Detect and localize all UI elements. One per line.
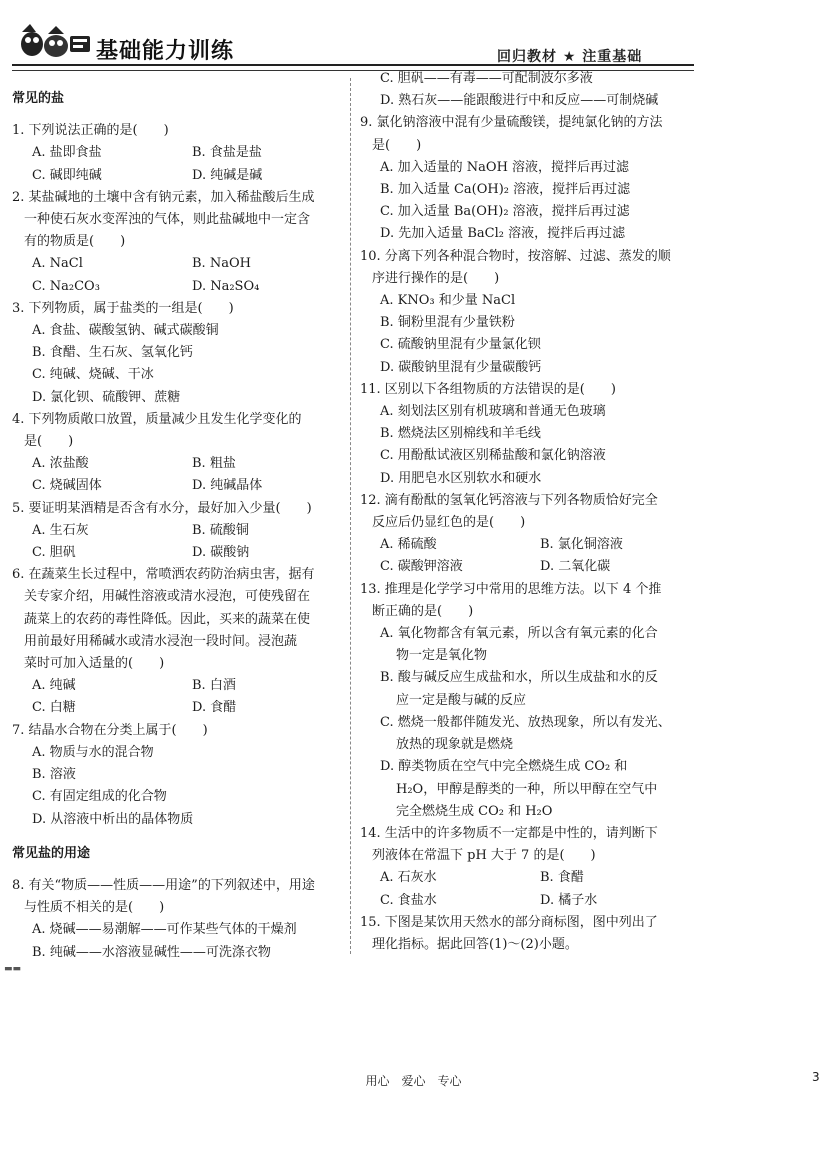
option-d: D. 碳酸钠 <box>192 545 250 561</box>
question-stem: 2. 某盐碱地的土壤中含有钠元素，加入稀盐酸后生成 <box>12 189 315 205</box>
question-15 <box>360 912 694 956</box>
option-c: C. 碳酸钾溶液 <box>380 559 463 575</box>
option-c: C. 硫酸钠里混有少量氯化钡 <box>380 337 541 353</box>
question-stem-cont: 一种使石灰水变浑浊的气体，则此盐碱地中一定含 <box>24 212 311 228</box>
option-b: B. 硫酸铜 <box>192 522 249 538</box>
question-4 <box>12 409 340 498</box>
option-c: C. 胆矾——有毒——可配制波尔多液 <box>380 71 593 86</box>
question-10 <box>360 246 694 379</box>
option-c: C. 白糖 <box>32 700 76 716</box>
option-b: B. 酸与碱反应生成盐和水，所以生成盐和水的反 <box>380 670 658 686</box>
option-c: C. 烧碱固体 <box>32 478 102 494</box>
question-7 <box>12 720 340 831</box>
option-d: D. 食醋 <box>192 700 237 716</box>
question-stem: 4. 下列物质敞口放置，质量减少且发生化学变化的 <box>12 411 302 427</box>
question-stem: 11. 区别以下各组物质的方法错误的是( ) <box>360 381 616 397</box>
question-stem-cont: 是( ) <box>24 434 74 450</box>
header-brand-title: 基础能力训练 <box>96 39 235 64</box>
column-divider <box>350 78 351 954</box>
option-a: A. 烧碱——易潮解——可作某些气体的干燥剂 <box>32 922 297 938</box>
option-b: B. NaOH <box>192 256 251 272</box>
section-title-salts: 常见的盐 <box>12 91 65 106</box>
option-a: A. 纯碱 <box>32 678 76 694</box>
option-a: A. 加入适量的 NaOH 溶液，搅拌后再过滤 <box>380 159 630 175</box>
question-1 <box>12 120 340 187</box>
option-b: B. 燃烧法区别棉线和羊毛线 <box>380 426 541 442</box>
right-column <box>360 68 694 956</box>
option-a: A. 刻划法区别有机玻璃和普通无色玻璃 <box>380 404 606 420</box>
question-2 <box>12 187 340 298</box>
question-stem-cont: 序进行操作的是( ) <box>372 270 500 286</box>
option-b: B. 白酒 <box>192 678 236 694</box>
question-5 <box>12 498 340 565</box>
option-b: B. 食醋、生石灰、氢氧化钙 <box>32 345 193 361</box>
option-b: B. 溶液 <box>32 767 76 783</box>
option-c: C. 加入适量 Ba(OH)₂ 溶液，搅拌后再过滤 <box>380 204 630 220</box>
question-stem-cont: 用前最好用稀碱水或清水浸泡一段时间。浸泡蔬 <box>24 633 298 649</box>
option-a: A. 物质与水的混合物 <box>32 744 154 760</box>
question-stem-cont: 菜时可加入适量的( ) <box>24 656 165 672</box>
question-stem: 9. 氯化钠溶液中混有少量硫酸镁，提纯氯化钠的方法 <box>360 115 663 131</box>
scan-mark: ▬▬ <box>4 964 22 974</box>
option-d: D. 熟石灰——能跟酸进行中和反应——可制烧碱 <box>380 93 659 109</box>
option-d: D. 醇类物质在空气中完全燃烧生成 CO₂ 和 <box>380 759 628 775</box>
option-c-cont: 放热的现象就是燃烧 <box>396 737 514 753</box>
question-13 <box>360 579 694 823</box>
question-stem: 10. 分离下列各种混合物时，按溶解、过滤、蒸发的顺 <box>360 248 671 264</box>
question-6 <box>12 564 340 719</box>
question-stem-cont: 是( ) <box>372 137 422 153</box>
question-stem: 13. 推理是化学学习中常用的思维方法。以下 4 个推 <box>360 581 662 597</box>
question-stem-cont: 列液体在常温下 pH 大于 7 的是( ) <box>372 848 596 864</box>
option-b: B. 加入适量 Ca(OH)₂ 溶液，搅拌后再过滤 <box>380 182 631 198</box>
option-d: D. 用肥皂水区别软水和硬水 <box>380 470 542 486</box>
left-column <box>12 84 340 964</box>
option-c: C. 食盐水 <box>380 892 437 908</box>
option-d: D. Na₂SO₄ <box>192 278 260 294</box>
question-stem-cont: 与性质不相关的是( ) <box>24 900 165 916</box>
option-c: C. 用酚酞试液区别稀盐酸和氯化钠溶液 <box>380 448 606 464</box>
option-a: A. 生石灰 <box>32 522 89 538</box>
page-header <box>0 18 827 70</box>
option-a: A. 稀硫酸 <box>380 537 437 553</box>
question-stem: 1. 下列说法正确的是( ) <box>12 123 169 139</box>
question-12 <box>360 490 694 579</box>
option-d-cont: H₂O，甲醇是醇类的一种，所以甲醇在空气中 <box>396 781 658 797</box>
question-14 <box>360 823 694 912</box>
option-b-cont: 应一定是酸与碱的反应 <box>396 692 527 708</box>
option-a: A. 石灰水 <box>380 870 437 886</box>
option-c: C. 碱即纯碱 <box>32 167 102 183</box>
option-b: B. 粗盐 <box>192 456 236 472</box>
option-a: A. 食盐、碳酸氢钠、碱式碳酸铜 <box>32 323 219 339</box>
page-number: 3 <box>812 1070 820 1084</box>
question-11 <box>360 379 694 490</box>
question-stem: 8. 有关“物质——性质——用途”的下列叙述中，用途 <box>12 877 315 893</box>
question-stem-cont: 断正确的是( ) <box>372 603 474 619</box>
option-d: D. 先加入适量 BaCl₂ 溶液，搅拌后再过滤 <box>380 226 626 242</box>
header-rule-thick <box>12 64 694 66</box>
footer-motto: 用心 爱心 专心 <box>365 1074 462 1088</box>
option-d: D. 从溶液中析出的晶体物质 <box>32 811 194 827</box>
question-stem-cont: 反应后仍显红色的是( ) <box>372 515 526 531</box>
question-stem-cont: 有的物质是( ) <box>24 234 126 250</box>
question-stem: 7. 结晶水合物在分类上属于( ) <box>12 722 208 738</box>
question-stem: 3. 下列物质，属于盐类的一组是( ) <box>12 300 234 316</box>
option-a: A. 氧化物都含有氧元素，所以含有氧元素的化合 <box>380 626 658 642</box>
option-d: D. 氯化钡、硫酸钾、蔗糖 <box>32 389 181 405</box>
option-b: B. 纯碱——水溶液显碱性——可洗涤衣物 <box>32 944 271 960</box>
option-c: C. 燃烧一般都伴随发光、放热现象，所以有发光、 <box>380 714 671 730</box>
question-stem: 15. 下图是某饮用天然水的部分商标图，图中列出了 <box>360 914 658 930</box>
question-stem: 14. 生活中的许多物质不一定都是中性的，请判断下 <box>360 825 658 841</box>
option-d: D. 二氧化碳 <box>540 559 611 575</box>
question-stem-cont: 理化指标。据此回答(1)～(2)小题。 <box>372 936 578 952</box>
question-stem-cont: 蔬菜上的农药的毒性降低。因此，买来的蔬菜在使 <box>24 611 311 627</box>
header-slogan: 回归教材 ★ 注重基础 <box>497 49 643 65</box>
question-stem-cont: 关专家介绍，用碱性溶液或清水浸泡，可使残留在 <box>24 589 311 605</box>
option-b: B. 食盐是盐 <box>192 145 262 161</box>
section-title-salt-uses: 常见盐的用途 <box>12 845 91 861</box>
option-d-cont: 完全燃烧生成 CO₂ 和 H₂O <box>396 803 553 819</box>
option-b: B. 食醋 <box>540 870 584 886</box>
option-c: C. Na₂CO₃ <box>32 278 100 294</box>
option-a: A. 盐即食盐 <box>32 145 102 161</box>
option-d: D. 碳酸钠里混有少量碳酸钙 <box>380 359 542 375</box>
question-stem: 12. 滴有酚酞的氢氧化钙溶液与下列各物质恰好完全 <box>360 492 658 508</box>
option-b: B. 氯化铜溶液 <box>540 537 623 553</box>
cartoon-logo-icon <box>14 20 94 62</box>
option-d: D. 纯碱是碱 <box>192 167 263 183</box>
question-stem: 5. 要证明某酒精是否含有水分，最好加入少量( ) <box>12 500 312 516</box>
option-d: D. 纯碱晶体 <box>192 478 263 494</box>
option-a: A. KNO₃ 和少量 NaCl <box>380 293 516 309</box>
option-a-cont: 物一定是氧化物 <box>396 648 488 664</box>
option-a: A. NaCl <box>32 256 83 272</box>
question-8 <box>12 875 340 964</box>
option-d: D. 橘子水 <box>540 892 598 908</box>
question-stem: 6. 在蔬菜生长过程中，常喷洒农药防治病虫害，据有 <box>12 567 315 583</box>
question-3 <box>12 298 340 409</box>
question-9 <box>360 112 694 245</box>
option-a: A. 浓盐酸 <box>32 456 89 472</box>
option-c: C. 纯碱、烧碱、干冰 <box>32 367 154 383</box>
option-c: C. 有固定组成的化合物 <box>32 789 167 805</box>
option-c: C. 胆矾 <box>32 545 76 561</box>
option-b: B. 铜粉里混有少量铁粉 <box>380 315 515 331</box>
